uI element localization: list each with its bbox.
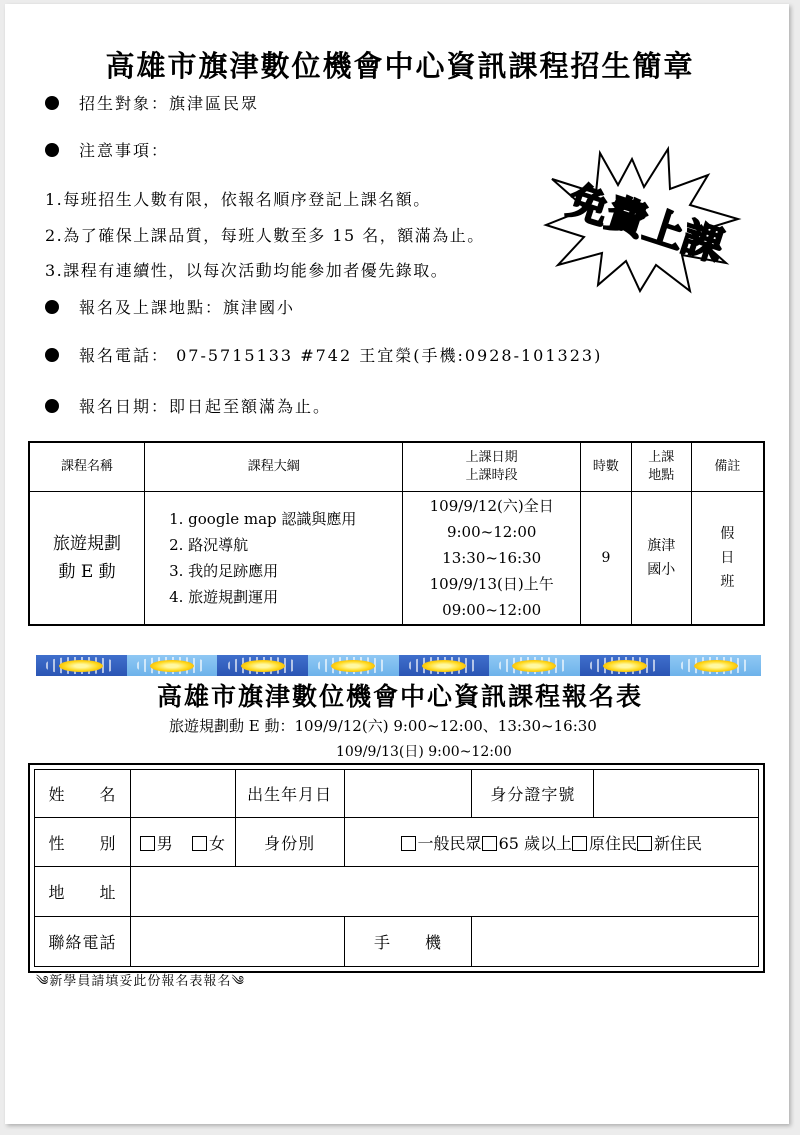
period-line [45,396,331,418]
gender-label: 性 別 [35,817,131,867]
sun-icon [308,655,399,676]
header-syllabus: 課程大綱 [145,442,403,492]
course-name [29,492,145,625]
remark-char: 班 [720,573,735,590]
registration-table [34,769,759,967]
notes-heading-line [45,140,169,162]
header-course-name: 課程名稱 [29,442,145,492]
identity-option: 新住民 [654,833,703,853]
phone-field[interactable] [130,917,344,967]
id-field[interactable] [594,770,759,818]
phone-label: 聯絡電話 [35,917,131,967]
header-hours: 時數 [581,442,632,492]
address-label: 地 址 [35,867,131,917]
phone-text: 報名電話： 07-5715133 #742 王宜榮(手機:0928-101323) [79,346,603,365]
course-remark [691,492,764,625]
header-place [631,442,691,492]
form-row-gender [35,817,759,867]
notes-heading: 注意事項： [79,141,170,160]
course-row [29,492,764,625]
sun-icon [489,655,580,676]
header-remark: 備註 [691,442,764,492]
scroll-ornament-right-icon: ༄ [231,974,245,989]
header-place-line2: 地點 [648,468,675,483]
sun-icon [217,655,308,676]
footer-text: 新學員請填妥此份報名表報名 [49,974,232,989]
mobile-field[interactable] [472,917,759,967]
male-label: 男 [156,833,174,853]
course-hours: 9 [581,492,632,625]
address-field[interactable] [130,867,758,917]
identity-option: 65 歲以上 [498,833,573,853]
form-row-phone [35,917,759,967]
header-date-line1: 上課日期 [465,450,518,465]
date-line: 109/9/13(日)上午 [429,574,554,593]
form-subtitle: 旅遊規劃動 E 動：109/9/12(六) 9:00~12:00、13:30~16:30 [169,717,597,735]
remark-char: 日 [720,549,735,566]
mobile-label: 手 機 [344,917,472,967]
header-date-line2: 上課時段 [465,468,518,483]
identity-checkbox[interactable] [637,836,652,851]
header-date [403,442,581,492]
free-class-badge [540,145,750,295]
gender-options [130,817,235,867]
identity-label: 身份別 [235,817,344,867]
course-table-header [29,442,764,492]
sun-icon [36,655,127,676]
form-footer [36,973,245,991]
female-checkbox[interactable] [192,836,207,851]
identity-options [344,817,758,867]
date-line: 09:00~12:00 [442,600,542,619]
note-1: 1.每班招生人數有限，依報名順序登記上課名額。 [45,190,431,209]
course-table [28,441,765,626]
place-line2: 國小 [647,561,676,578]
sun-icon [670,655,761,676]
date-line: 9:00~12:00 [446,522,537,541]
female-label: 女 [208,833,226,853]
syllabus-item: 3. 我的足跡應用 [169,561,279,580]
date-line: 13:30~16:30 [442,548,542,567]
course-place [631,492,691,625]
remark-char: 假 [720,525,735,542]
name-label: 姓 名 [35,770,131,818]
birth-label: 出生年月日 [235,770,344,818]
syllabus-item: 4. 旅遊規劃運用 [169,587,279,606]
course-name-line2: 動 E 動 [58,561,116,582]
bullet-icon [45,96,59,110]
identity-checkbox[interactable] [401,836,416,851]
target-text: 招生對象：旗津區民眾 [79,94,260,113]
note-2: 2.為了確保上課品質，每班人數至多 15 名，額滿為止。 [45,226,485,245]
identity-checkbox[interactable] [572,836,587,851]
form-row-address [35,867,759,917]
badge-text: 免費上課 [562,177,729,271]
course-syllabus [145,492,403,625]
bullet-icon [45,348,59,362]
note-3: 3.課程有連續性，以每次活動均能參加者優先錄取。 [45,261,449,280]
sun-icon [399,655,490,676]
place-line1: 旗津 [647,537,676,554]
identity-checkbox[interactable] [482,836,497,851]
header-place-line1: 上課 [648,450,675,465]
id-label: 身分證字號 [472,770,594,818]
phone-line [45,345,602,367]
period-text: 報名日期：即日起至額滿為止。 [79,397,332,416]
identity-option: 一般民眾 [417,833,482,853]
location-text: 報名及上課地點：旗津國小 [79,298,296,317]
syllabus-item: 1. google map 認識與應用 [169,509,357,528]
target-line [45,93,259,115]
bullet-icon [45,399,59,413]
bullet-icon [45,300,59,314]
course-name-line1: 旅遊規劃 [53,533,122,554]
decorative-sun-band [36,655,761,676]
location-line [45,297,295,319]
form-subtitle-2: 109/9/13(日) 9:00~12:00 [336,744,512,760]
course-dates [403,492,581,625]
identity-option: 原住民 [589,833,638,853]
form-title: 高雄市旗津數位機會中心資訊課程報名表 [156,682,643,711]
date-line: 109/9/12(六)全日 [429,496,554,515]
bullet-icon [45,143,59,157]
birth-field[interactable] [344,770,472,818]
sun-icon [127,655,218,676]
brochure-title: 高雄市旗津數位機會中心資訊課程招生簡章 [105,49,695,83]
syllabus-item: 2. 路況導航 [169,535,249,554]
sun-icon [580,655,671,676]
form-row-name [35,770,759,818]
name-field[interactable] [130,770,235,818]
male-checkbox[interactable] [140,836,155,851]
registration-form [28,763,765,973]
scroll-ornament-left-icon: ༄ [36,974,50,989]
